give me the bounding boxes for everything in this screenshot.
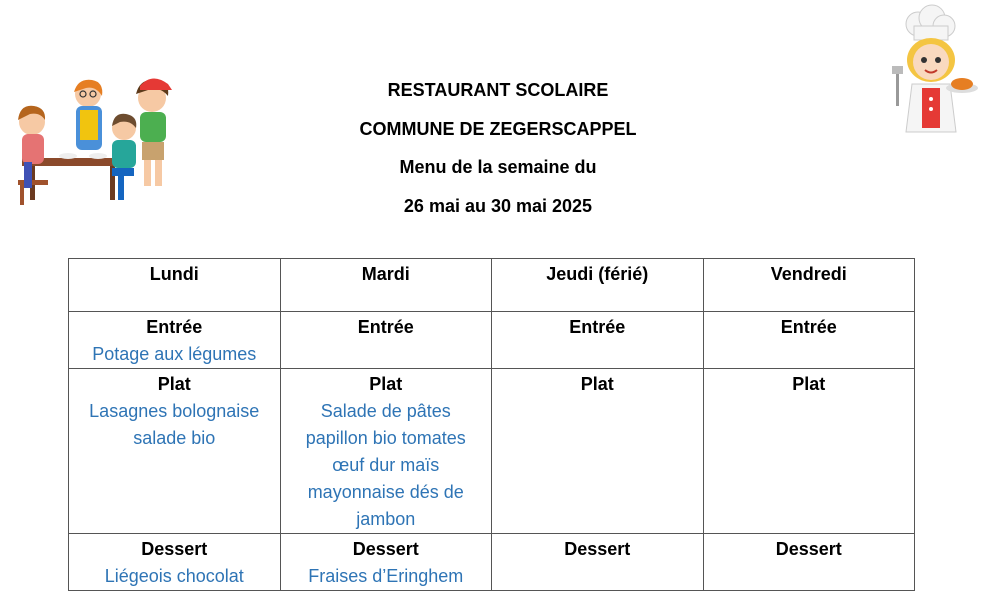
table-row-entree [69, 312, 915, 369]
dessert-label: Dessert [564, 539, 631, 559]
weekly-menu-table [68, 258, 915, 591]
dessert-dish: Fraises d’Eringhem [308, 566, 464, 586]
cell-plat-friday [703, 369, 915, 534]
entree-label: Entrée [146, 317, 203, 337]
cell-dessert-monday [69, 534, 281, 591]
day-header-tuesday: Mardi [280, 259, 492, 312]
cell-entree-thursday [492, 312, 704, 369]
table-row-plat [69, 369, 915, 534]
cell-entree-friday [703, 312, 915, 369]
menu-date-range: 26 mai au 30 mai 2025 [403, 196, 593, 216]
dessert-label: Dessert [775, 539, 842, 559]
table-row-dessert [69, 534, 915, 591]
dessert-label: Dessert [141, 539, 208, 559]
day-header-monday: Lundi [69, 259, 281, 312]
day-header-thursday: Jeudi (férié) [492, 259, 704, 312]
cell-plat-tuesday [280, 369, 492, 534]
cell-entree-tuesday [280, 312, 492, 369]
cell-plat-monday [69, 369, 281, 534]
cell-plat-thursday [492, 369, 704, 534]
cell-dessert-tuesday [280, 534, 492, 591]
dessert-dish: Liégeois chocolat [104, 566, 244, 586]
entree-label: Entrée [780, 317, 837, 337]
dessert-label: Dessert [352, 539, 419, 559]
plat-dish: Salade de pâtes papillon bio tomates œuf dur maïs mayonnaise dés de jambon [305, 401, 466, 529]
plat-dish: Lasagnes bolognaise salade bio [89, 401, 260, 448]
day-header-friday: Vendredi [703, 259, 915, 312]
cell-dessert-friday [703, 534, 915, 591]
plat-label: Plat [157, 374, 191, 394]
plat-label: Plat [369, 374, 403, 394]
cell-dessert-thursday [492, 534, 704, 591]
commune-title: COMMUNE DE ZEGERSCAPPEL [359, 119, 637, 139]
entree-label: Entrée [357, 317, 414, 337]
plat-label: Plat [580, 374, 614, 394]
restaurant-title: RESTAURANT SCOLAIRE [387, 80, 609, 100]
cell-entree-monday [69, 312, 281, 369]
menu-week-title: Menu de la semaine du [399, 157, 597, 177]
table-row-days [69, 259, 915, 312]
entree-label: Entrée [569, 317, 626, 337]
entree-dish: Potage aux légumes [92, 344, 257, 364]
plat-label: Plat [792, 374, 826, 394]
